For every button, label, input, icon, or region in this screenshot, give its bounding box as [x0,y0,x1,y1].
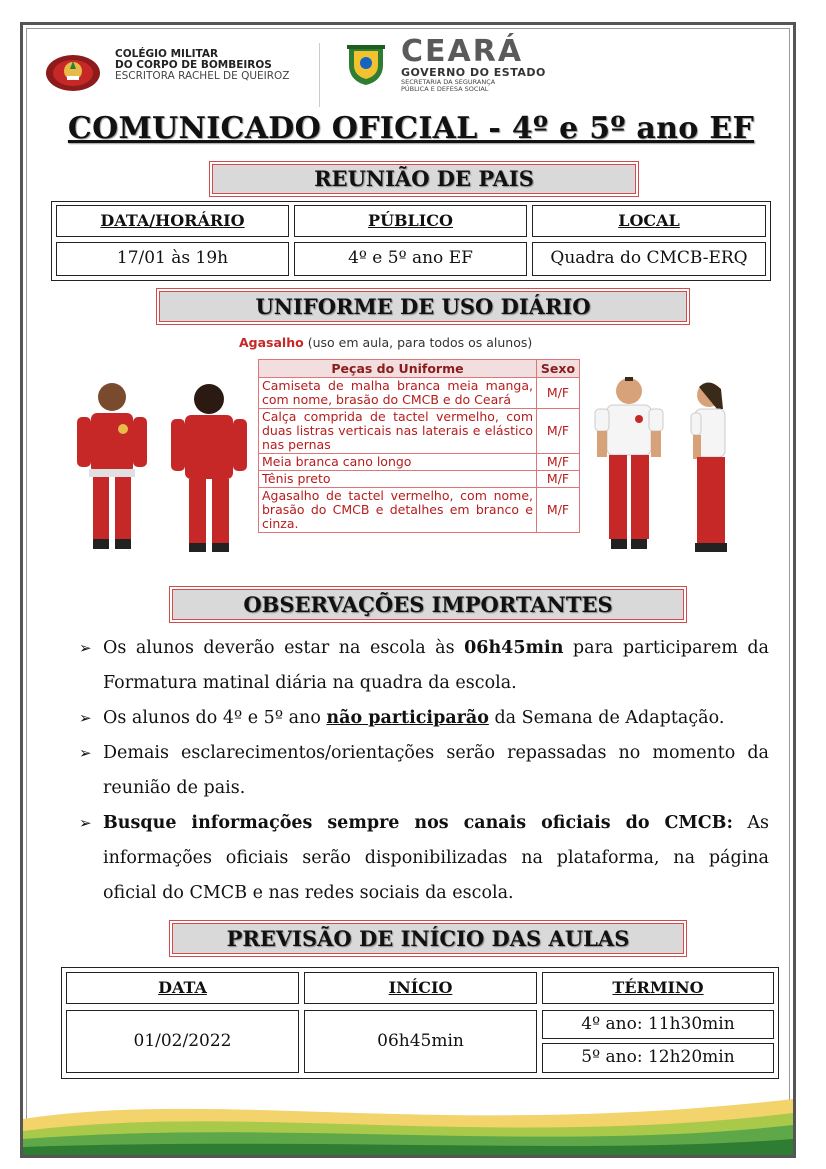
student-jacket-back-image [159,379,259,559]
schedule-start-value: 06h45min [304,1010,537,1073]
meeting-header-place: LOCAL [532,205,766,237]
section-title-meeting: REUNIÃO DE PAIS [212,164,636,194]
observation-text: Demais esclarecimentos/orientações serão repassadas no momento da reunião de pais. [103,743,769,798]
uniform-header-pieces: Peças do Uniforme [259,360,537,378]
schedule-end-5-value: 5º ano: 12h20min [542,1043,774,1073]
meeting-table [51,201,771,281]
arrow-bullet-icon: ➢ [79,814,92,832]
observations-list [79,631,769,911]
observation-text: Os alunos deverão estar na escola às [103,638,465,658]
arrow-bullet-icon: ➢ [79,744,92,762]
table-row [259,488,580,533]
uniform-caption [239,335,532,350]
institution-line-3: ESCRITORA RACHEL DE QUEIROZ [115,70,290,82]
observation-bold: não participarão [326,708,489,728]
uniform-table-header [259,360,580,378]
state-government-brand [401,34,546,93]
institution-line-1: COLÉGIO MILITAR [115,48,219,60]
page-title: COMUNICADO OFICIAL - 4º e 5º ano EF [67,111,755,146]
meeting-date-value: 17/01 às 19h [56,242,289,276]
state-name: CEARÁ [401,34,524,69]
observation-text-end: para participarem da Formatura matinal diária na quadra da escola. [103,638,769,693]
list-item [79,806,769,911]
ceara-coat-of-arms-icon [343,41,389,87]
section-title-uniform: UNIFORME DE USO DIÁRIO [159,291,687,322]
uniform-item: Meia branca cano longo [259,454,537,471]
observation-bold: 06h45min [464,638,564,658]
observation-text: Os alunos do 4º e 5º ano [103,708,327,728]
uniform-sex: M/F [537,454,580,471]
secretariat-line-1: SECRETARIA DA SEGURANÇA [401,78,496,86]
table-row [259,454,580,471]
uniform-item: Calça comprida de tactel vermelho, com duas listras verticais nas laterais e elástico nas pernas [259,409,537,454]
uniform-item: Camiseta de malha branca meia manga, com nome, brasão do CMCB e do Ceará [259,378,537,409]
arrow-bullet-icon: ➢ [79,709,92,727]
table-row [259,409,580,454]
header-divider [319,43,320,107]
uniform-item: Tênis preto [259,471,537,488]
cmcb-logo-icon [45,47,101,95]
uniform-caption-bold: Agasalho [239,335,304,350]
secretariat-line-2: PÚBLICA E DEFESA SOCIAL [401,85,489,93]
schedule-date-value: 01/02/2022 [66,1010,299,1073]
uniform-table [258,359,580,533]
schedule-header-start: INÍCIO [304,972,537,1004]
uniform-sex: M/F [537,471,580,488]
uniform-sex: M/F [537,378,580,409]
student-jacket-front-image [67,377,157,557]
section-title-schedule: PREVISÃO DE INÍCIO DAS AULAS [172,923,684,954]
arrow-bullet-icon: ➢ [79,639,92,657]
section-title-observations: OBSERVAÇÕES IMPORTANTES [172,589,684,620]
list-item [79,701,769,736]
schedule-header-date: DATA [66,972,299,1004]
page-frame [20,22,796,1158]
observation-bold: Busque informações sempre nos canais oficiais do CMCB: [103,813,733,833]
student-shirt-side-image [677,377,741,561]
list-item [79,631,769,701]
bottom-wave-decoration [23,1079,793,1155]
observation-text-end: da Semana de Adaptação. [488,708,725,728]
observation-text-end: As informações oficiais serão disponibilizadas na plataforma, na página oficial do CMCB e nas redes sociais da escola. [103,813,769,903]
meeting-public-value: 4º e 5º ano EF [294,242,527,276]
schedule-end-4-value: 4º ano: 11h30min [542,1010,774,1039]
meeting-header-date: DATA/HORÁRIO [56,205,289,237]
table-row [259,378,580,409]
table-row [259,471,580,488]
government-label: GOVERNO DO ESTADO [401,66,546,79]
schedule-header-end: TÉRMINO [542,972,774,1004]
meeting-header-public: PÚBLICO [294,205,527,237]
institution-line-2: DO CORPO DE BOMBEIROS [115,59,272,71]
uniform-header-sex: Sexo [537,360,580,378]
institution-name [115,49,290,82]
meeting-place-value: Quadra do CMCB-ERQ [532,242,766,276]
uniform-caption-rest: (uso em aula, para todos os alunos) [303,335,533,350]
uniform-item: Agasalho de tactel vermelho, com nome, brasão do CMCB e detalhes em branco e cinza. [259,488,537,533]
schedule-table [61,967,779,1079]
list-item [79,736,769,806]
uniform-sex: M/F [537,409,580,454]
uniform-sex: M/F [537,488,580,533]
student-shirt-front-image [589,373,669,559]
